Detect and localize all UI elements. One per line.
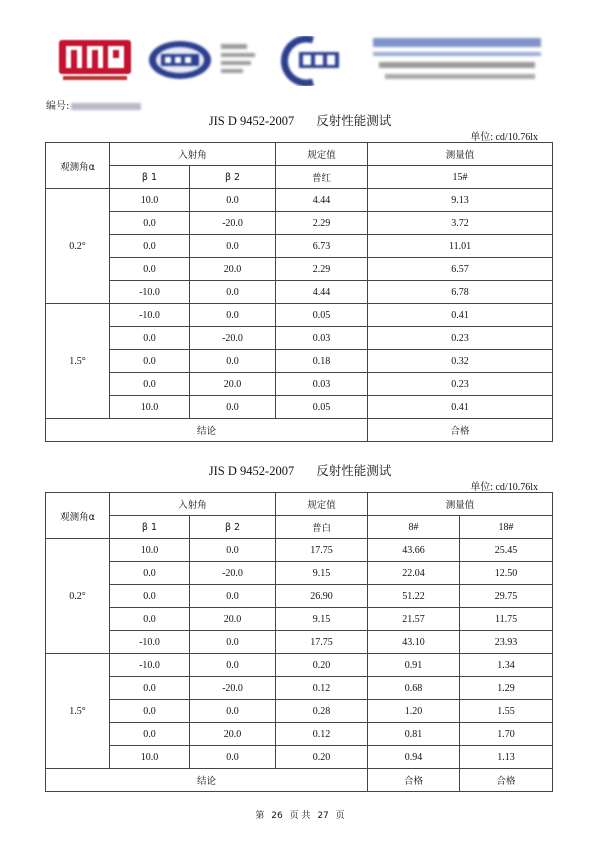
cell-beta1: 0.0 [110, 585, 190, 608]
cell-spec: 4.44 [276, 281, 368, 304]
cell-spec: 0.18 [276, 350, 368, 373]
cell-measured: 0.81 [368, 723, 460, 746]
table-2 [45, 492, 553, 792]
cell-spec: 0.05 [276, 396, 368, 419]
cell-beta2: 0.0 [190, 189, 276, 212]
table-subheader-row [46, 516, 553, 539]
table-row [46, 281, 553, 304]
cell-beta2: 20.0 [190, 373, 276, 396]
cell-beta2: 20.0 [190, 258, 276, 281]
cell-measured: 0.23 [368, 373, 553, 396]
cell-measured: 0.94 [368, 746, 460, 769]
alpha-cell: 1.5° [46, 304, 110, 419]
cell-beta2: 0.0 [190, 396, 276, 419]
test-name: 反射性能测试 [316, 114, 392, 128]
page-current: 26 [271, 811, 283, 821]
cell-beta2: -20.0 [190, 562, 276, 585]
cell-measured: 12.50 [460, 562, 553, 585]
cell-spec: 6.73 [276, 235, 368, 258]
cell-measured: 6.57 [368, 258, 553, 281]
header-angle: 观测角α [46, 143, 110, 189]
table-row [46, 327, 553, 350]
page-suffix: 页 [335, 811, 345, 821]
standard-code: JIS D 9452-2007 [208, 464, 295, 478]
cnas-logo [147, 38, 213, 82]
header-sample: 8# [368, 516, 460, 539]
header-spec: 规定值 [276, 143, 368, 166]
cell-beta2: -20.0 [190, 677, 276, 700]
cell-beta1: 0.0 [110, 700, 190, 723]
cell-beta1: -10.0 [110, 631, 190, 654]
header-angle: 观测角α [46, 493, 110, 539]
cell-beta1: 0.0 [110, 677, 190, 700]
cell-spec: 0.20 [276, 746, 368, 769]
table-row [46, 631, 553, 654]
table-header-row [46, 143, 553, 166]
cell-beta1: 10.0 [110, 539, 190, 562]
test-name: 反射性能测试 [316, 464, 392, 478]
cell-beta1: 0.0 [110, 327, 190, 350]
ilac-logo [273, 36, 349, 86]
page-footer [0, 808, 600, 821]
cell-spec: 0.03 [276, 327, 368, 350]
cell-spec: 0.20 [276, 654, 368, 677]
cell-measured: 1.20 [368, 700, 460, 723]
cell-beta1: 0.0 [110, 258, 190, 281]
table-row [46, 258, 553, 281]
header-beta1: β 1 [110, 166, 190, 189]
cell-beta1: 10.0 [110, 189, 190, 212]
table-row [46, 746, 553, 769]
cell-spec: 17.75 [276, 631, 368, 654]
cell-beta2: -20.0 [190, 327, 276, 350]
cell-beta1: -10.0 [110, 654, 190, 677]
cell-measured: 43.10 [368, 631, 460, 654]
alpha-cell: 0.2° [46, 539, 110, 654]
table-row [46, 304, 553, 327]
cell-beta2: 20.0 [190, 723, 276, 746]
cell-beta2: 0.0 [190, 304, 276, 327]
cell-spec: 0.03 [276, 373, 368, 396]
cell-measured: 25.45 [460, 539, 553, 562]
cell-beta1: 0.0 [110, 723, 190, 746]
cell-spec: 17.75 [276, 539, 368, 562]
cell-measured: 0.68 [368, 677, 460, 700]
company-logo [369, 34, 545, 86]
cell-spec: 26.90 [276, 585, 368, 608]
cell-beta1: 0.0 [110, 350, 190, 373]
cell-measured: 21.57 [368, 608, 460, 631]
cell-measured: 11.01 [368, 235, 553, 258]
cell-spec: 9.15 [276, 608, 368, 631]
table-1 [45, 142, 553, 442]
cell-measured: 1.13 [460, 746, 553, 769]
cell-beta1: -10.0 [110, 281, 190, 304]
cell-beta1: 0.0 [110, 212, 190, 235]
conclusion-value: 合格 [368, 419, 553, 442]
conclusion-value: 合格 [368, 769, 460, 792]
cell-measured: 6.78 [368, 281, 553, 304]
cell-beta1: 10.0 [110, 746, 190, 769]
conclusion-label: 结论 [46, 769, 368, 792]
cell-beta2: 0.0 [190, 539, 276, 562]
header-logos [55, 32, 545, 88]
cell-measured: 1.34 [460, 654, 553, 677]
conclusion-row [46, 419, 553, 442]
header-beta1: β 1 [110, 516, 190, 539]
header-spec-color: 普白 [276, 516, 368, 539]
cell-measured: 29.75 [460, 585, 553, 608]
table-row [46, 608, 553, 631]
cell-spec: 2.29 [276, 212, 368, 235]
header-sample: 15# [368, 166, 553, 189]
header-spec-color: 普红 [276, 166, 368, 189]
cell-measured: 0.41 [368, 304, 553, 327]
cell-beta1: 10.0 [110, 396, 190, 419]
table-2-title [0, 461, 600, 479]
header-beta2: β 2 [190, 166, 276, 189]
table-row [46, 212, 553, 235]
document-number [46, 97, 141, 112]
cell-beta2: 0.0 [190, 631, 276, 654]
table-subheader-row [46, 166, 553, 189]
cell-beta2: 20.0 [190, 608, 276, 631]
cell-measured: 9.13 [368, 189, 553, 212]
cell-spec: 4.44 [276, 189, 368, 212]
cell-measured: 3.72 [368, 212, 553, 235]
cell-beta2: 0.0 [190, 281, 276, 304]
conclusion-value: 合格 [460, 769, 553, 792]
document-number-redacted [71, 103, 141, 110]
cell-spec: 0.12 [276, 677, 368, 700]
alpha-cell: 0.2° [46, 189, 110, 304]
cell-beta2: 0.0 [190, 235, 276, 258]
cell-spec: 9.15 [276, 562, 368, 585]
cell-beta2: 0.0 [190, 350, 276, 373]
header-spec: 规定值 [276, 493, 368, 516]
table-2-unit: 单位: cd/10.76lx [470, 482, 538, 493]
cell-measured: 51.22 [368, 585, 460, 608]
table-row [46, 396, 553, 419]
cell-measured: 43.66 [368, 539, 460, 562]
table-row [46, 723, 553, 746]
table-row [46, 585, 553, 608]
cma-logo [57, 38, 133, 82]
cell-beta1: 0.0 [110, 235, 190, 258]
table-row [46, 677, 553, 700]
table-row [46, 539, 553, 562]
table-header-row [46, 493, 553, 516]
cell-beta2: -20.0 [190, 212, 276, 235]
accreditation-text [221, 44, 265, 74]
table-row [46, 700, 553, 723]
header-incidence: 入射角 [110, 143, 276, 166]
cell-beta1: -10.0 [110, 304, 190, 327]
cell-measured: 1.29 [460, 677, 553, 700]
table-row [46, 350, 553, 373]
alpha-cell: 1.5° [46, 654, 110, 769]
cell-measured: 11.75 [460, 608, 553, 631]
document-number-label: 编号: [46, 101, 70, 112]
cell-beta1: 0.0 [110, 373, 190, 396]
table-row [46, 235, 553, 258]
cell-spec: 0.28 [276, 700, 368, 723]
header-measured: 测量值 [368, 493, 553, 516]
cell-beta2: 0.0 [190, 654, 276, 677]
header-incidence: 入射角 [110, 493, 276, 516]
cell-beta1: 0.0 [110, 608, 190, 631]
table-1-unit: 单位: cd/10.76lx [470, 132, 538, 143]
page-prefix: 第 [255, 811, 265, 821]
table-1-title [0, 111, 600, 129]
cell-measured: 1.70 [460, 723, 553, 746]
page-mid: 页 共 [289, 811, 311, 821]
table-row [46, 373, 553, 396]
page-total: 27 [317, 811, 329, 821]
table-row [46, 654, 553, 677]
cell-measured: 23.93 [460, 631, 553, 654]
cell-beta2: 0.0 [190, 746, 276, 769]
cell-spec: 0.05 [276, 304, 368, 327]
cell-measured: 0.41 [368, 396, 553, 419]
cell-measured: 0.91 [368, 654, 460, 677]
cell-beta2: 0.0 [190, 700, 276, 723]
cell-beta1: 0.0 [110, 562, 190, 585]
cell-spec: 2.29 [276, 258, 368, 281]
conclusion-label: 结论 [46, 419, 368, 442]
cell-measured: 0.23 [368, 327, 553, 350]
cell-measured: 22.04 [368, 562, 460, 585]
table-row [46, 189, 553, 212]
header-sample: 18# [460, 516, 553, 539]
cell-beta2: 0.0 [190, 585, 276, 608]
header-beta2: β 2 [190, 516, 276, 539]
cell-measured: 1.55 [460, 700, 553, 723]
cell-measured: 0.32 [368, 350, 553, 373]
table-row [46, 562, 553, 585]
standard-code: JIS D 9452-2007 [208, 114, 295, 128]
cell-spec: 0.12 [276, 723, 368, 746]
conclusion-row [46, 769, 553, 792]
header-measured: 测量值 [368, 143, 553, 166]
